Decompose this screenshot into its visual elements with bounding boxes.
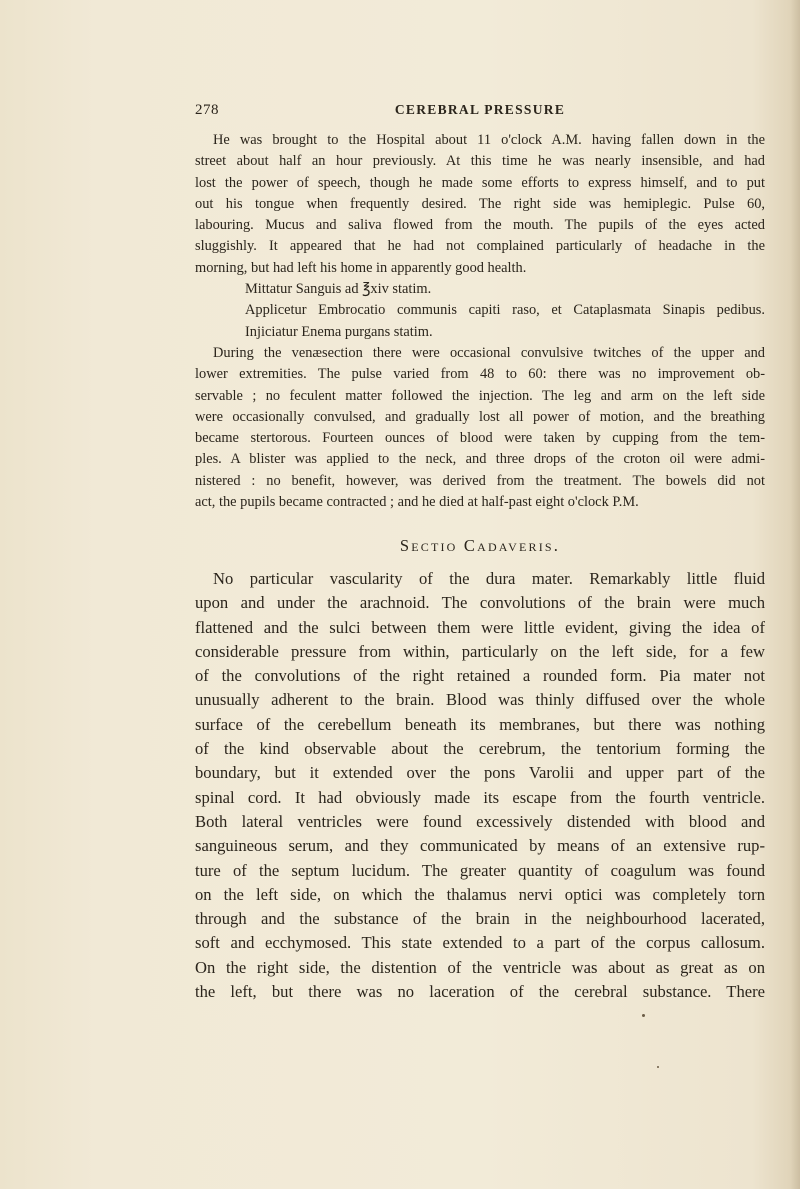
paper-speck	[642, 1014, 645, 1017]
page-number: 278	[195, 102, 219, 118]
prescription-line: Injiciatur Enema purgans statim.	[245, 323, 433, 340]
page-header	[195, 102, 765, 122]
text-line: upon and under the arachnoid. The convolutions of the brain were much	[195, 593, 765, 613]
text-line: surface of the cerebellum beneath its membranes, but there was nothing	[195, 714, 765, 734]
case-history-paragraph	[195, 130, 765, 279]
page-edge-shadow	[790, 0, 800, 1189]
text-line: on the left side, on which the thalamus nervi optici was completely torn	[195, 884, 765, 904]
text-line: sanguineous serum, and they communicated by means of an extensive rup-	[195, 836, 765, 856]
prescription-line: Applicetur Embrocatio communis capiti raso, et Cataplasmata Sinapis pedibus.	[245, 302, 765, 319]
autopsy-paragraph	[195, 567, 765, 1004]
running-title: CEREBRAL PRESSURE	[394, 102, 566, 117]
text-line: act, the pupils became contracted ; and he died at half-past eight o'clock P.M.	[195, 494, 639, 511]
text-line: of the kind observable about the cerebrum, the tentorium forming the	[195, 739, 765, 759]
text-line: servable ; no feculent matter followed the injection. The leg and arm on the left side	[195, 387, 765, 404]
text-line: were occasionally convulsed, and gradually lost all power of motion, and the breathing	[195, 408, 765, 425]
text-line: During the venæsection there were occasional convulsive twitches of the upper and	[213, 345, 765, 361]
text-line: through and the substance of the brain in the neighbourhood lacerated,	[195, 909, 765, 929]
text-line: street about half an hour previously. At this time he was nearly insensible, and had	[195, 153, 765, 170]
text-line: flattened and the sulci between them were little evident, giving the idea of	[195, 617, 765, 637]
text-line: Both lateral ventricles were found excessively distended with blood and	[195, 811, 765, 831]
treatment-paragraph	[195, 343, 765, 513]
text-line: unusually adherent to the brain. Blood was thinly diffused over the whole	[195, 690, 765, 710]
text-line: ples. A blister was applied to the neck, and three drops of the croton oil were admi-	[195, 451, 765, 468]
text-line: sluggishly. It appeared that he had not complained particularly of headache in the	[195, 238, 765, 255]
prescription-list	[195, 279, 765, 343]
text-line: boundary, but it extended over the pons Varolii and upper part of the	[195, 763, 765, 783]
text-line: the left, but there was no laceration of the cerebral substance. There	[195, 982, 765, 1002]
text-line: nistered : no benefit, however, was derived from the treatment. The bowels did not	[195, 472, 765, 489]
text-line: On the right side, the distention of the ventricle was about as great as on	[195, 957, 765, 977]
text-line: spinal cord. It had obviously made its escape from the fourth ventricle.	[195, 787, 765, 807]
prescription-line: Mittatur Sanguis ad ℥xiv statim.	[245, 281, 432, 297]
text-line: out his tongue when frequently desired. The right side was hemiplegic. Pulse 60,	[195, 195, 765, 212]
text-line: He was brought to the Hospital about 11 o'clock A.M. having fallen down in the	[213, 132, 765, 148]
section-heading-word: Sectio	[399, 536, 458, 555]
text-line: labouring. Mucus and saliva flowed from the mouth. The pupils of the eyes acted	[195, 217, 765, 234]
text-line: became stertorous. Fourteen ounces of blood were taken by cupping from the tem-	[195, 430, 765, 447]
text-line: lower extremities. The pulse varied from 48 to 60: there was no improvement ob-	[195, 366, 765, 383]
section-heading	[195, 536, 765, 556]
text-line: considerable pressure from within, particularly on the left side, for a few	[195, 641, 765, 661]
text-line: ture of the septum lucidum. The greater quantity of coagulum was found	[195, 860, 765, 880]
text-line: No particular vascularity of the dura mater. Remarkably little fluid	[213, 569, 765, 588]
text-line: lost the power of speech, though he made some efforts to express himself, and to put	[195, 174, 765, 191]
text-line: soft and ecchymosed. This state extended to a part of the corpus callosum.	[195, 933, 765, 953]
text-line: morning, but had left his home in apparently good health.	[195, 259, 527, 276]
section-heading-word: Cadaveris.	[463, 536, 561, 555]
paper-speck	[657, 1066, 659, 1068]
text-line: of the convolutions of the right retained a rounded form. Pia mater not	[195, 666, 765, 686]
